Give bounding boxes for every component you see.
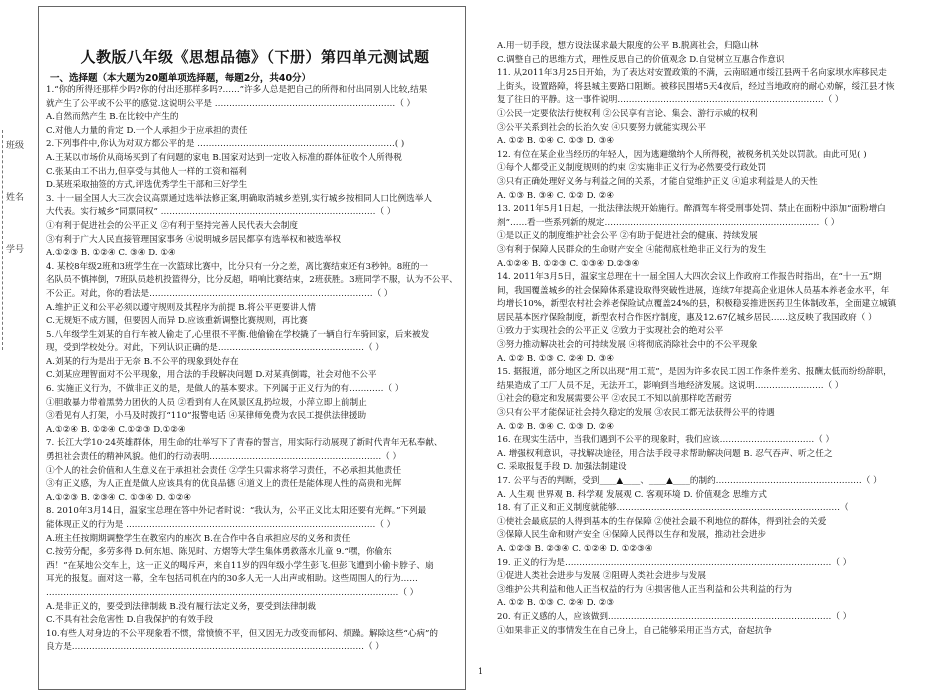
text-line: ③看见有人打架，小马及时拨打“110”报警电话 ④某律师免费为农民工提供法律援助 xyxy=(46,411,367,422)
text-line: 12. 有位在某企业当经历的年轻人，因为逃避缴纳个人所得税，被税务机关处以罚款。由此可见( ) xyxy=(497,149,867,160)
text-line: 15. 据报道，部分地区之所以出现“用工荒”，是因为许多农民工因工作条件差劣、报酬太低而纷纷辞职， xyxy=(497,367,892,378)
text-line: C.按劳分配，多劳多得 D.何东旭、陈见时、方熠等大学生集体勇救落水儿童 9.“嘿，你偷东 xyxy=(46,547,392,558)
text-line: A.①②③ B. ①②④ C. ③④ D. ①④ xyxy=(46,248,176,259)
text-line: 均增长10%，新型农村社会养老保险试点覆盖24%的县，积极稳妥推进医药卫生体制改革，全面建立城镇 xyxy=(497,299,897,310)
text-line: ①促进人类社会进步与发展 ②阻碍人类社会进步与发展 xyxy=(497,571,706,582)
text-line: A. ①②③ B. ②③④ C. ①②④ D. ①②③④ xyxy=(497,543,653,554)
left-column-text xyxy=(46,84,462,655)
text-line: 就产生了公平或不公平的感觉.这说明公平是 ………………………………………………………（ ） xyxy=(46,98,416,109)
text-line: 10.有些人对身边的不公平现象看不惯，常愤愤不平，但又因无力改变而郁闷、烦躁。解除这些“心病”的 xyxy=(46,628,438,639)
text-line: A.王某以市场价从商场买到了有问题的家电 B.国家对达到一定收入标准的群体征收个人所得税 xyxy=(46,152,402,163)
text-line: 复了往日的平静。这一事件说明………………………………………………………………（ ） xyxy=(497,95,844,106)
text-line: A. ①③ B. ③④ C. ①② D. ②④ xyxy=(497,190,615,201)
text-line: 17. 公平与否的判断，受到____▲____、____▲____的制约……………………………………………（ ） xyxy=(497,476,882,486)
text-line: A.自然而然产生 B.在比较中产生的 xyxy=(46,112,179,123)
text-line: 间，我国覆盖城乡的社会保障体系建设取得突破性进展，连续7年提高企业退休人员基本养老金水平，年 xyxy=(497,285,890,296)
text-line: A. 增强权利意识，寻找解决途径，用合法手段寻求帮助解决问题 B. 忍气吞声、听之任之 xyxy=(497,448,833,459)
text-line: C.对他人力量的肯定 D.一个人承担少于应承担的责任 xyxy=(46,125,248,136)
text-line: A. ①② B. ③④ C. ①③ D. ②④ xyxy=(497,421,615,432)
text-line: 名队员不慎摔倒，7班队员趁机投篮得分，比分反超，哨响比赛结束，2班获胜。3班同学不服，认为不公平、 xyxy=(46,275,458,286)
text-line: ③保障人民生命和财产安全 ④保障人民得以生存和发展，推动社会进步 xyxy=(497,530,767,541)
text-line: ③有利于保障人民群众的生命财产安全 ④能彻底杜绝非正义行为的发生 xyxy=(497,244,767,255)
text-line: A.维护正义和公平必须以遵守规则及其程序为前提 B.将公平更要讲人情 xyxy=(46,302,316,313)
text-line: 13. 2011年5月1日起，一批法律法规开始施行。醉酒驾车将受刑事处罚、禁止在面粉中添加“面粉增白 xyxy=(497,204,886,215)
text-line: 剂”……看一些系列新的规定…………………………………………………………………（ ） xyxy=(497,217,840,228)
text-line: ……………………………………………………………………………………………………………（ ） xyxy=(46,587,419,598)
text-line: ①致力于实现社会的公平正义 ②致力于实现社会的绝对公平 xyxy=(497,326,724,337)
text-line: 14. 2011年3月5日，温家宝总理在十一届全国人大四次会议上作政府工作报告时指出，在“十一五”期 xyxy=(497,272,882,283)
text-line: 能体现正义的行为是 ……………………………………………………………………………（ ） xyxy=(46,520,396,530)
binding-margin xyxy=(0,130,38,350)
text-line: 2.下列事件中,你认为对双方都公平的是 ……………………………………………………………( ) xyxy=(46,139,405,150)
class-label: 班级 xyxy=(6,141,25,151)
text-line: 大代表。实行城乡“同票同权” …………………………………………………………………（ ） xyxy=(46,207,396,218)
right-column-text xyxy=(497,40,942,638)
text-line: C.不具有社会危害性 D.自我保护的有效手段 xyxy=(46,615,214,626)
text-line: 西！”在某地公交车上，这一正义的喝斥声，来自11岁的四年级小学生彭飞.但彭飞遭到小偷卡脖子、扇 xyxy=(46,560,434,571)
text-line: ③公平关系到社会的长治久安 ④只要努力就能实现公平 xyxy=(497,122,706,133)
text-line: A. ①② B. ①③ C. ②④ D. ③④ xyxy=(497,353,615,364)
text-line: A. ①② B. ①④ C. ①③ D. ③④ xyxy=(497,136,615,147)
text-line: 3. 十一届全国人大三次会议高票通过选举法修正案,明确取消城乡差别,实行城乡按相同人口比例选举人 xyxy=(46,193,432,204)
text-line: ③维护公共利益和他人正当权益的行为 ④损害他人正当利益和公共利益的行为 xyxy=(497,584,792,595)
id-label: 学号 xyxy=(6,245,25,255)
cut-line xyxy=(2,130,3,350)
text-line: 1.“你的所得还那样少吗?你的付出还那样多吗?……”许多人总是把自己的所得和付出同别人比较,结果 xyxy=(46,85,428,95)
text-line: ①个人的社会价值和人生意义在于承担社会责任 ②学生只需求将学习责任，不必承担其他责任 xyxy=(46,465,402,476)
text-line: 现，受到学校处分。对此，下列认识正确的是……………………………………………（ ） xyxy=(46,343,384,354)
text-line: A. ①② B. ①③ C. ②④ D. ②③ xyxy=(497,598,615,609)
text-line: 不公正。对此，你的看法是……………………………………………………………………（ ） xyxy=(46,288,393,299)
text-line: D.某班采取抽签的方式,评选优秀学生干部和三好学生 xyxy=(46,180,248,191)
page-title: 人教版八年级《思想品德》（下册）第四单元测试题 xyxy=(80,48,430,66)
text-line: 6. 实施正义行为，不做非正义的是，是做人的基本要求。下列属于正义行为的有…………（ ） xyxy=(46,384,404,395)
text-line: 上街头，设置路障，将县城主要路口阻断。被移民围堵5天4夜后，经过当地政府的耐心劝解，绥江县才恢 xyxy=(497,81,895,92)
text-line: ③有利于广大人民直接管理国家事务 ④说明城乡居民都享有选举权和被选举权 xyxy=(46,234,341,245)
text-line: ①有利于促进社会的公平正义 ②有利于坚持完善人民代表大会制度 xyxy=(46,220,298,231)
text-line: A.班主任按期期调整学生在教室内的座次 B.在合作中各自承担应尽的义务和责任 xyxy=(46,533,351,544)
text-line: ①公民一定要依法行使权利 ②公民享有言论、集会、游行示威的权利 xyxy=(497,108,758,119)
text-line: 5.八年级学生刘某的自行车被人偷走了,心里很不平衡.他偷偷在学校撬了一辆自行车骑回家，后来被发 xyxy=(46,329,430,340)
text-line: ③努力推动解决社会的可持续发展 ④将彻底消除社会中的不公平现象 xyxy=(497,340,758,351)
text-line: A. 人生观 世界观 B. 科学观 发展观 C. 客观环境 D. 价值观念 思维方式 xyxy=(497,489,767,500)
text-line: 结果造成了工厂人员不足，无法开工，影响到当地经济发展。这说明……………………（ ） xyxy=(497,380,844,391)
text-line: A.刘某的行为是出于无奈 B.不公平的现象到处存在 xyxy=(46,356,239,367)
text-line: A.①②④ B. ①②④ C.①②③ D.①②④ xyxy=(46,424,186,435)
text-line: 16. 在现实生活中，当我们遇到不公平的现象时，我们应该……………………………（ ） xyxy=(497,435,835,446)
text-line: 11. 从2011年3月25日开始，为了表达对安置政策的不满，云南昭通市绥江县两千名向家坝水库移民走 xyxy=(497,68,887,79)
text-line: ①每个人都受正义制度规则的约束 ②实施非正义行为必然要受行政处罚 xyxy=(497,163,767,174)
text-line: ①如果非正义的事情发生在自己身上，自己能够采用正当方式，奋起抗争 xyxy=(497,625,773,636)
text-line: 18. 有了正义和正义制度就能够……………………………………………………………………（ xyxy=(497,503,849,514)
page-number: 1 xyxy=(478,667,484,676)
text-line: ①使社会最底层的人得到基本的生存保障 ②使社会最不利地位的群体，得到社会的关爱 xyxy=(497,516,827,527)
text-line: 20. 有正义感的人，应该做到……………………………………………………………………（ ） xyxy=(497,611,852,622)
text-line: A.是非正义的，要受到法律制裁 B.没有履行法定义务，要受到法律制裁 xyxy=(46,601,316,612)
text-line: 良方是…………………………………………………………………………………………（ ） xyxy=(46,642,384,653)
text-line: 19. 正义的行为是…………………………………………………………………………………（ ） xyxy=(497,557,852,568)
text-line: A.用一切手段，想方设法谋求最大限度的公平 B.脱离社会，归隐山林 xyxy=(497,41,759,51)
text-line: ①社会的稳定和发展需要公平 ②农民工不知以前那样吃苦耐劳 xyxy=(497,394,732,405)
text-line: A.①②③ B. ②③④ C. ①③④ D. ①②④ xyxy=(46,492,192,503)
text-line: ①胆敢暴力带着黑势力团伙的人员 ②看到有人在风景区乱扔垃圾，小萍立即上前制止 xyxy=(46,397,367,408)
text-line: 勇担社会责任的精神风貌。他们的行动表明……………………………………………………（ ） xyxy=(46,452,402,463)
text-line: C.调整自己的思维方式，理性反思自己的价值观念 D.自觉树立互惠合作意识 xyxy=(497,54,785,65)
text-line: ①是以正义的制度维护社会公平 ②有助于促进社会的健康、持续发展 xyxy=(497,231,758,242)
text-line: ③只有公平才能保证社会持久稳定的发展 ③农民工都无法获得公平的待遇 xyxy=(497,408,775,419)
text-line: 7. 长江大学10·24英雄群体，用生命的壮举写下了青春的誓言，用实际行动展现了新时代青年无私奉献、 xyxy=(46,438,443,449)
text-line: ③有正义感，为人正直是做人应该具有的优良品德 ④道义上的责任是能体现人性的高贵和光辉 xyxy=(46,479,402,490)
text-line: 8. 2010年3月14日，温家宝总理在答中外记者时说：“我认为，公平正义比太阳还要有光辉。”下列最 xyxy=(46,506,427,517)
text-line: ③只有正确处理好义务与利益之间的关系，才能自觉维护正义 ④追求利益是人的天性 xyxy=(497,176,818,187)
text-line: C.无规矩不成方圆，但要因人而异 D.应该重新调整比赛规则，再比赛 xyxy=(46,316,308,327)
name-label: 姓名 xyxy=(6,193,25,203)
text-line: C.张某由工不出力,但享受与其他人一样的工资和福利 xyxy=(46,166,247,177)
text-line: 4. 某校8年级2班和3班学生在一次篮球比赛中，比分只有一分之差，离比赛结束还有3秒钟。8班的一 xyxy=(46,261,429,272)
section-instruction: 一、选择题（本大题为20题单项选择题，每题2分，共40分） xyxy=(50,73,312,84)
text-line: C.刘某应理智面对不公平现象，用合法的手段解决问题 D.对某真倒霉，社会对他不公平 xyxy=(46,370,377,381)
text-line: A.①②④ B. ①②③ C. ①③④ D.②③④ xyxy=(497,258,640,269)
text-line: 居民基本医疗保险制度，新型农村合作医疗制度，惠及12.67亿城乡居民……这反映了我国政府（ ） xyxy=(497,312,877,323)
text-line: 耳光的报复。面对这一幕，全车包括司机在内的30多人无一人出声或相助。这些周围人的行为…… xyxy=(46,574,418,585)
text-line: C. 采取报复手段 D. 加强法制建设 xyxy=(497,462,627,473)
